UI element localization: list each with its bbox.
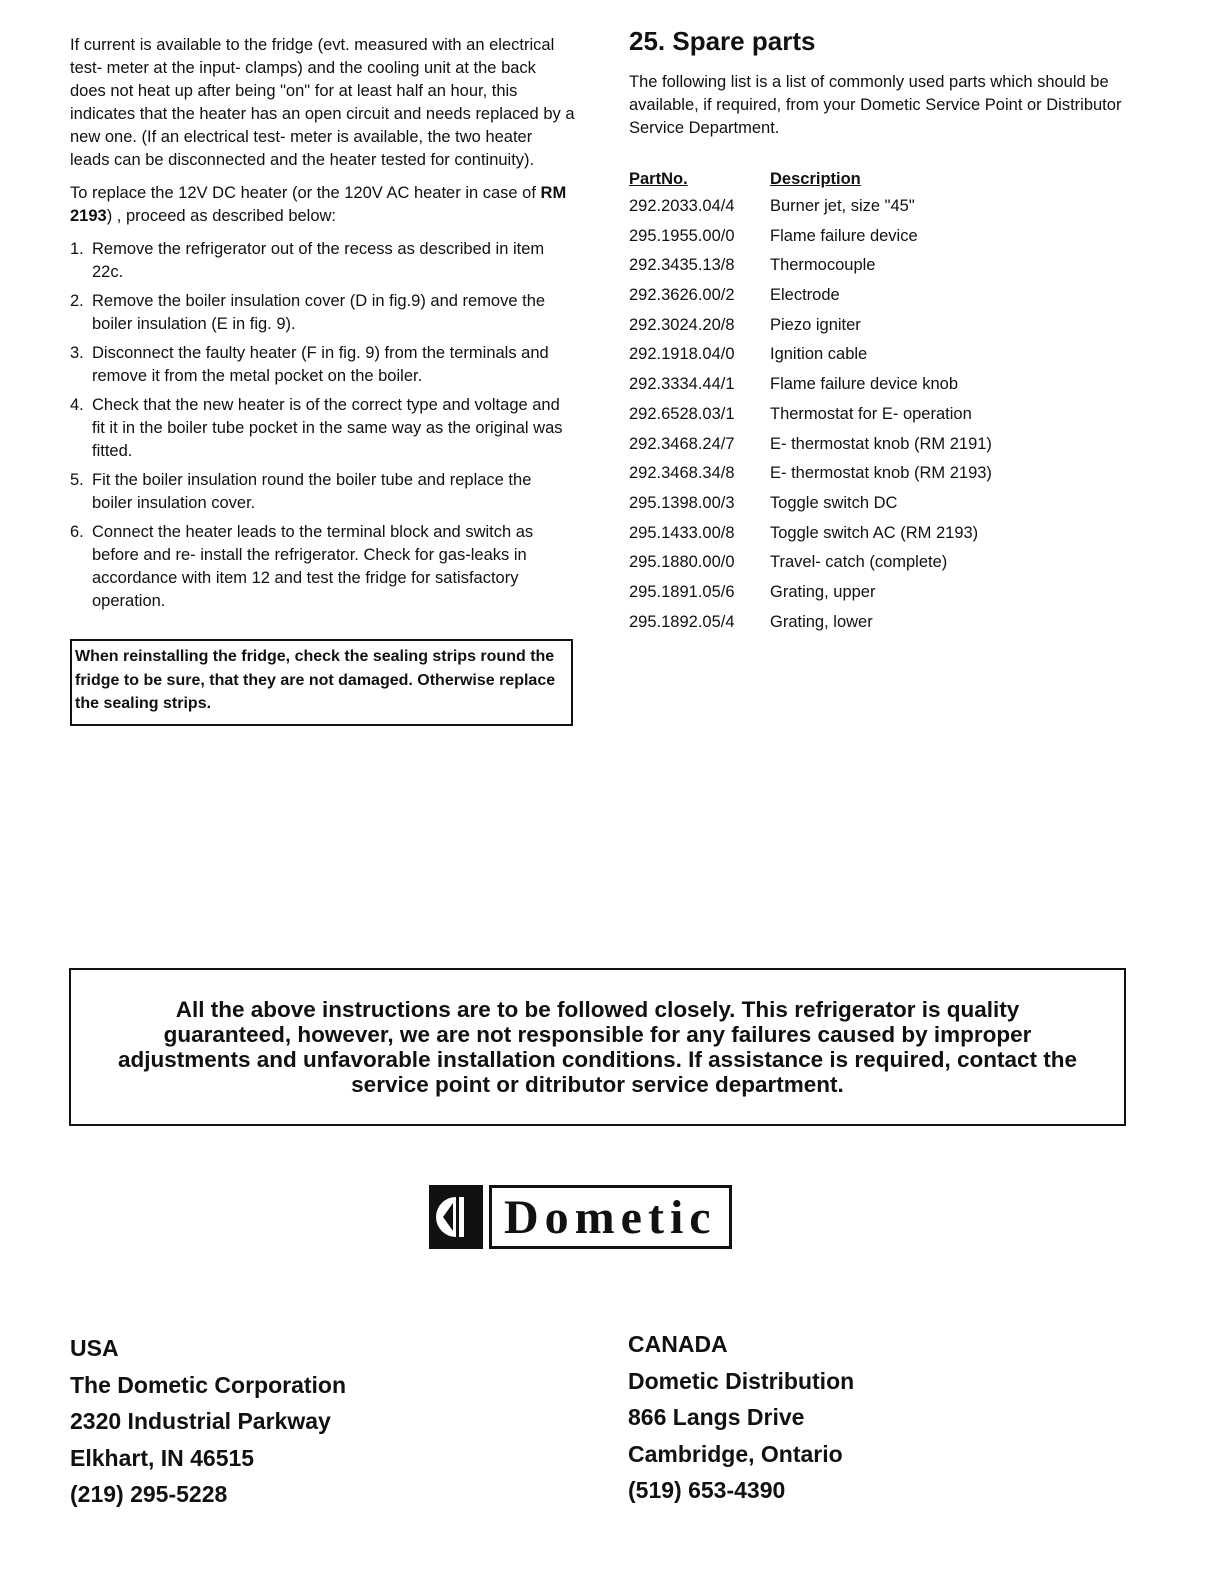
- part-description: Toggle switch AC (RM 2193): [770, 523, 979, 542]
- step-item: [70, 290, 575, 336]
- table-row: [629, 345, 992, 375]
- part-number: 292.3435.13/8: [629, 256, 735, 275]
- part-description: Ignition cable: [770, 345, 868, 364]
- part-number: 292.1918.04/0: [629, 345, 735, 364]
- model-number: RM 2193: [70, 184, 567, 225]
- part-number: 295.1880.00/0: [629, 553, 735, 572]
- part-description: Electrode: [770, 286, 840, 305]
- step-text: Connect the heater leads to the terminal block and switch as before and re- install the refrigerator. Check for gas-leaks in accordance with item 12 and test the fridge for satisfactory operation.: [92, 523, 534, 610]
- table-row: [629, 286, 992, 316]
- address-phone: (219) 295-5228: [70, 1481, 228, 1507]
- sealing-strip-note: When reinstalling the fridge, check the sealing strips round the fridge to be sure, that they are not damaged. Otherwise replace the sealing strips.: [70, 639, 573, 726]
- header-part-no: PartNo.: [629, 170, 688, 188]
- step-number: 5.: [70, 471, 84, 489]
- table-row: [629, 405, 992, 435]
- address-country: CANADA: [628, 1331, 728, 1357]
- logo-wordmark: Dometic: [489, 1185, 732, 1249]
- part-description: Flame failure device: [770, 226, 918, 245]
- part-number: 295.1892.05/4: [629, 612, 735, 631]
- step-number: 1.: [70, 240, 84, 258]
- part-number: 295.1891.05/6: [629, 582, 735, 601]
- part-description: Flame failure device knob: [770, 375, 959, 394]
- table-row: [629, 197, 992, 227]
- part-description: Travel- catch (complete): [770, 553, 948, 572]
- step-text: Remove the refrigerator out of the recess as described in item 22c.: [92, 240, 545, 281]
- part-description: Thermostat for E- operation: [770, 404, 972, 423]
- section-title: 25. Spare parts: [629, 26, 816, 56]
- part-number: 292.3334.44/1: [629, 375, 735, 394]
- table-row: [629, 256, 992, 286]
- spare-parts-table: [629, 170, 992, 642]
- step-item: [70, 394, 575, 463]
- table-row: [629, 435, 992, 465]
- part-description: Toggle switch DC: [770, 493, 898, 512]
- disclaimer-text: All the above instructions are to be followed closely. This refrigerator is quality guaranteed, however, we are not responsible for any failures caused by improper adjustments and unfavorable installation conditions. If assistance is required, contact the service point or ditributor service department.: [118, 997, 1077, 1097]
- replace-intro-text: To replace the 12V DC heater (or the 120V AC heater in case of: [70, 184, 536, 202]
- paragraph-heater-check: If current is available to the fridge (evt. measured with an electrical test- meter at the input- clamps) and the cooling unit at the back does not heat up after being "on" for at least half an hour, this indicates that the heater has an open circuit and needs replaced by a new one. (If an electrical test- meter is available, the two heater leads can be disconnected and the heater tested for continuity).: [70, 36, 575, 169]
- address-phone: (519) 653-4390: [628, 1477, 786, 1503]
- spare-parts-intro: The following list is a list of commonly used parts which should be available, if required, from your Dometic Service Point or Distributor Service Department.: [629, 73, 1122, 137]
- step-item: [70, 238, 575, 284]
- address-street: 2320 Industrial Parkway: [70, 1408, 331, 1434]
- header-description: Description: [770, 170, 861, 188]
- step-item: [70, 342, 575, 388]
- part-number: 292.3024.20/8: [629, 315, 735, 334]
- step-number: 4.: [70, 396, 84, 414]
- table-row: [629, 524, 992, 554]
- address-usa: [70, 1330, 346, 1513]
- step-text: Disconnect the faulty heater (F in fig. 9) from the terminals and remove it from the metal pocket on the boiler.: [92, 344, 549, 385]
- address-country: USA: [70, 1335, 119, 1361]
- replacement-steps: [70, 238, 575, 613]
- table-row: [629, 494, 992, 524]
- table-row: [629, 227, 992, 257]
- part-description: Thermocouple: [770, 256, 876, 275]
- paragraph-replace-intro: [70, 182, 575, 228]
- step-text: Check that the new heater is of the correct type and voltage and fit it in the boiler tube pocket in the same way as the original was fitted.: [92, 396, 563, 460]
- replace-intro-end: ) , proceed as described below:: [106, 207, 337, 225]
- part-description: E- thermostat knob (RM 2193): [770, 464, 992, 483]
- step-item: [70, 521, 575, 613]
- part-number: 292.3468.34/8: [629, 464, 735, 483]
- part-number: 295.1433.00/8: [629, 523, 735, 542]
- part-description: E- thermostat knob (RM 2191): [770, 434, 992, 453]
- table-row: [629, 583, 992, 613]
- disclaimer-box: [69, 968, 1126, 1126]
- part-description: Burner jet, size "45": [770, 197, 915, 215]
- dometic-logo: [429, 1185, 732, 1249]
- address-company: Dometic Distribution: [628, 1367, 855, 1394]
- step-text: Fit the boiler insulation round the boiler tube and replace the boiler insulation cover.: [92, 471, 532, 512]
- table-row: [629, 464, 992, 494]
- address-city: Elkhart, IN 46515: [70, 1444, 255, 1471]
- left-column: [70, 34, 575, 726]
- step-number: 3.: [70, 344, 84, 362]
- table-row: [629, 375, 992, 405]
- step-text: Remove the boiler insulation cover (D in fig.9) and remove the boiler insulation (E in fig. 9).: [92, 292, 546, 333]
- table-row: [629, 553, 992, 583]
- right-column: [629, 26, 1129, 642]
- table-header-row: [629, 170, 992, 197]
- part-number: 292.3626.00/2: [629, 286, 735, 305]
- part-number: 295.1398.00/3: [629, 493, 735, 512]
- address-city: Cambridge, Ontario: [628, 1440, 843, 1467]
- address-company: The Dometic Corporation: [70, 1371, 347, 1398]
- part-description: Grating, lower: [770, 612, 873, 631]
- step-number: 2.: [70, 292, 84, 310]
- address-street: 866 Langs Drive: [628, 1404, 805, 1430]
- step-item: [70, 469, 575, 515]
- step-number: 6.: [70, 523, 84, 541]
- part-number: 295.1955.00/0: [629, 226, 735, 245]
- part-number: 292.3468.24/7: [629, 434, 735, 453]
- address-canada: [628, 1326, 854, 1509]
- part-number: 292.6528.03/1: [629, 404, 735, 423]
- part-description: Grating, upper: [770, 582, 876, 601]
- table-row: [629, 316, 992, 346]
- table-row: [629, 613, 992, 643]
- dometic-logo-icon: [429, 1185, 483, 1249]
- part-description: Piezo igniter: [770, 315, 861, 334]
- part-number: 292.2033.04/4: [629, 197, 735, 215]
